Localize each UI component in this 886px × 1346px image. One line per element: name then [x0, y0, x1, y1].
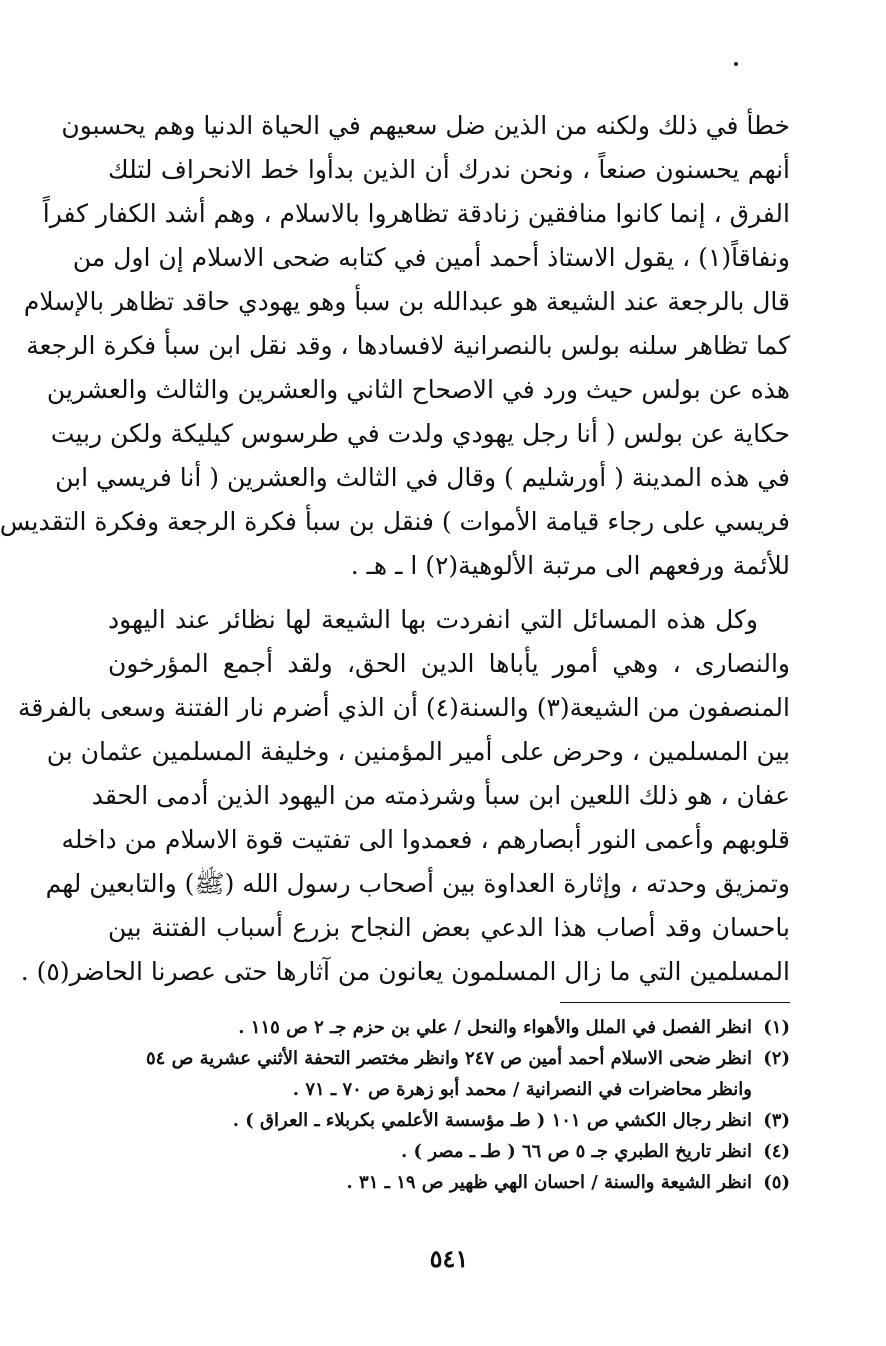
- footnote-4: [108, 1136, 790, 1167]
- text-line: باحسان وقد أصاب هذا الدعي بعض النجاح بزرع أسباب الفتنة بين: [108, 913, 790, 942]
- footnote-text: انظر تاريخ الطبري جـ ٥ ص ٦٦ ( طـ ـ مصر ) .: [401, 1141, 752, 1162]
- footnote-2-continuation: وانظر محاضرات في النصرانية / محمد أبو زهرة ص ٧٠ ـ ٧١ .: [292, 1079, 752, 1100]
- text-line: في هذه المدينة ( أورشليم ) وقال في الثالث والعشرين ( أنا فريسي ابن: [55, 463, 790, 492]
- text-line: قال بالرجعة عند الشيعة هو عبدالله بن سبأ وهو يهودي حاقد تظاهر بالإسلام: [23, 287, 790, 316]
- text-line: كما تظاهر سلنه بولس بالنصرانية لافسادها ، وقد نقل ابن سبأ فكرة الرجعة: [26, 331, 790, 360]
- paragraph-2: [18, 598, 790, 994]
- text-line: وتمزيق وحدته ، وإثارة العداوة بين أصحاب رسول الله (ﷺ) والتابعين لهم: [45, 869, 790, 898]
- main-text: [0, 104, 790, 994]
- text-line: قلوبهم وأعمى النور أبصارهم ، فعمدوا الى تفتيت قوة الاسلام من داخله: [61, 825, 790, 854]
- footnote-text: انظر الفصل في الملل والأهواء والنحل / علي بن حزم جـ ٢ ص ١١٥ .: [238, 1017, 752, 1038]
- text-line: فريسي على رجاء قيامة الأموات ) فنقل بن سبأ فكرة الرجعة وفكرة التقديس: [0, 507, 790, 536]
- footnote-text: انظر الشيعة والسنة / احسان الهي ظهير ص ١٩ ـ ٣١ .: [346, 1172, 752, 1193]
- ink-dot: [734, 62, 738, 66]
- text-line: بين المسلمين ، وحرض على أمير المؤمنين ، وخليفة المسلمين عثمان بن: [46, 737, 790, 766]
- footnote-number: (٣): [763, 1110, 790, 1131]
- text-line: عفان ، هو ذلك اللعين ابن سبأ وشرذمته من اليهود الذين أدمى الحقد: [91, 781, 790, 810]
- text-line: هذه عن بولس حيث ورد في الاصحاح الثاني والعشرين والثالث والعشرين: [46, 375, 790, 404]
- footnote-1: [108, 1012, 790, 1043]
- paragraph-gap: [108, 588, 790, 598]
- paragraph-1: [0, 104, 790, 588]
- footnote-separator: [560, 1002, 790, 1003]
- footnote-2: [108, 1043, 790, 1074]
- text-line: المنصفون من الشيعة(٣) والسنة(٤) أن الذي أضرم نار الفتنة وسعى بالفرقة: [18, 693, 790, 722]
- footnote-5: [108, 1167, 790, 1198]
- footnote-number: (٢): [763, 1048, 790, 1069]
- footnotes: [108, 1012, 790, 1198]
- text-line: والنصارى ، وهي أمور يأباها الدين الحق، ولقد أجمع المؤرخون: [108, 649, 790, 678]
- page-number: ٥٤١: [429, 1244, 469, 1273]
- footnote-number: (١): [763, 1017, 790, 1038]
- footnote-text: انظر رجال الكشي ص ١٠١ ( طـ مؤسسة الأعلمي بكربلاء ـ العراق ) .: [232, 1110, 752, 1131]
- footnote-3: [108, 1105, 790, 1136]
- text-line: أنهم يحسنون صنعاً ، ونحن ندرك أن الذين بدأوا خط الانحراف لتلك: [108, 155, 790, 184]
- text-line: ونفاقاً(١) ، يقول الاستاذ أحمد أمين في كتابه ضحى الاسلام إن اول من: [72, 243, 790, 272]
- text-line: المسلمين التي ما زال المسلمون يعانون من آثارها حتى عصرنا الحاضر(٥) .: [20, 957, 790, 986]
- text-line: للأئمة ورفعهم الى مرتبة الألوهية(٢) ا ـ هـ .: [350, 551, 790, 580]
- text-line: حكاية عن بولس ( أنا رجل يهودي ولدت في طرسوس كيليكة ولكن ربيت: [50, 419, 790, 448]
- text-line: الفرق ، إنما كانوا منافقين زنادقة تظاهروا بالاسلام ، وهم أشد الكفار كفراً: [42, 199, 790, 228]
- footnote-number: (٤): [763, 1141, 790, 1162]
- footnote-text: انظر ضحى الاسلام أحمد أمين ص ٢٤٧ وانظر مختصر التحفة الأثني عشرية ص ٥٤: [146, 1048, 752, 1069]
- text-line: خطأ في ذلك ولكنه من الذين ضل سعيهم في الحياة الدنيا وهم يحسبون: [61, 111, 790, 140]
- text-line: وكل هذه المسائل التي انفردت بها الشيعة لها نظائر عند اليهود: [108, 605, 758, 634]
- footnote-number: (٥): [763, 1172, 790, 1193]
